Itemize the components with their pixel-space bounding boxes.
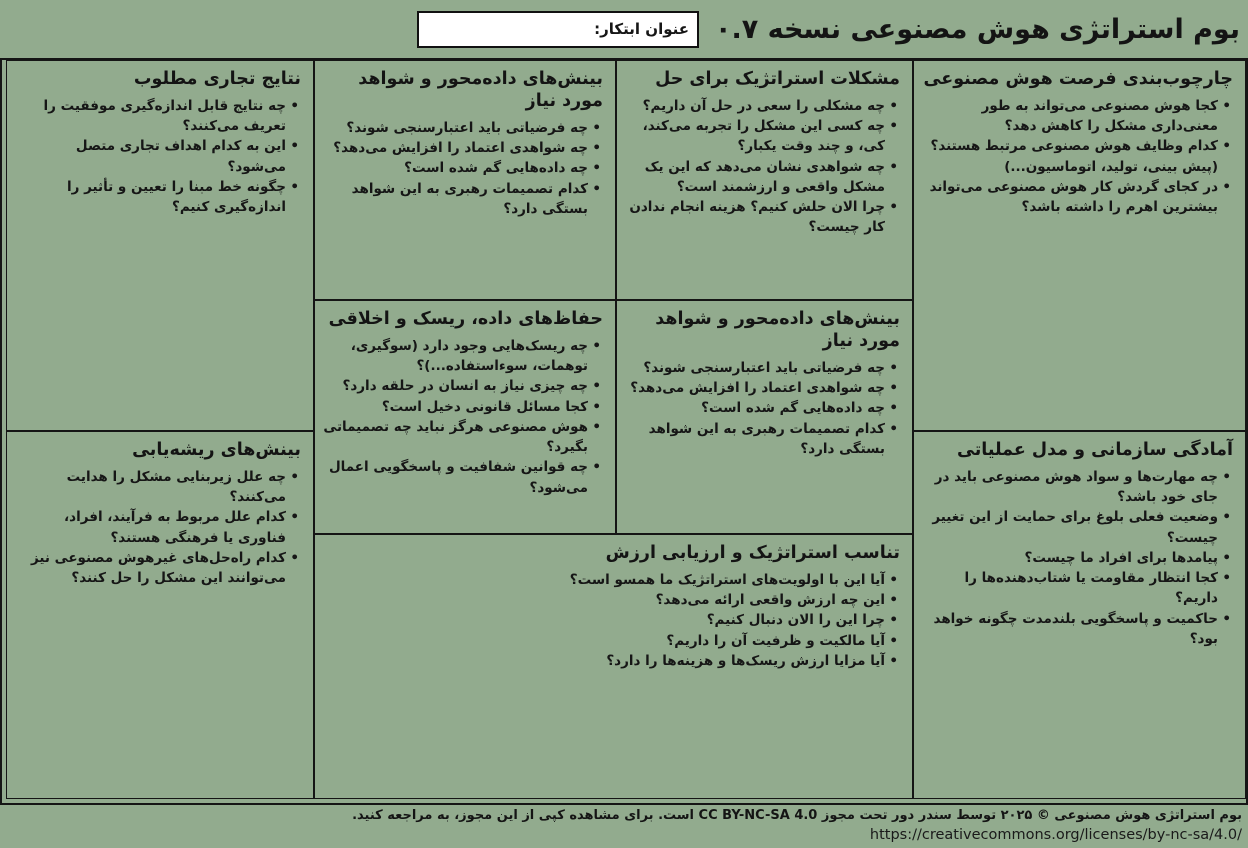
license-url-link[interactable]: https://creativecommons.org/licenses/by-nc-sa/4.0/ [869, 826, 1242, 843]
initiative-title-box[interactable] [417, 11, 699, 48]
bullet-item: • آیا مزایا ارزش ریسک‌ها و هزینه‌ها را دارد؟ [323, 651, 900, 671]
bullet-item: • هوش مصنوعی هرگز نباید چه تصمیماتی بگیرد؟ [323, 417, 603, 458]
bullet-item: • چه شواهدی نشان می‌دهد که این یک مشکل واقعی و ارزشمند است؟ [625, 157, 900, 198]
bullet-item: • چه ریسک‌هایی وجود دارد (سوگیری، توهمات، سوءاستفاده...)؟ [323, 336, 603, 377]
bullet-item: • کجا انتظار مقاومت یا شتاب‌دهنده‌ها را داریم؟ [922, 568, 1233, 609]
bullet-item: • کدام تصمیمات رهبری به این شواهد بستگی دارد؟ [323, 179, 603, 220]
cell-title: بینش‌های ریشه‌یابی [132, 440, 301, 460]
bullet-item: • چه فرضیاتی باید اعتبارسنجی شوند؟ [323, 118, 603, 138]
bullet-item: • آیا مالکیت و ظرفیت آن را داریم؟ [323, 631, 900, 651]
cell-data-insights-mid [616, 300, 913, 534]
bullet-item: • چه علل زیربنایی مشکل را هدایت می‌کنند؟ [15, 467, 301, 508]
bullet-item: • کدام راه‌حل‌های غیرهوش مصنوعی نیز می‌توانند این مشکل را حل کنند؟ [15, 548, 301, 589]
bullet-item: • آیا این با اولویت‌های استراتژیک ما همسو است؟ [323, 570, 900, 590]
cell-strategic-fit-value [314, 534, 913, 799]
bullet-item: • چرا این را الان دنبال کنیم؟ [323, 610, 900, 630]
bullet-item: • چرا الان حلش کنیم؟ هزینه انجام ندادن کار چیست؟ [625, 197, 900, 238]
cell-opportunity-framing [913, 60, 1246, 431]
bullet-list [922, 467, 1233, 649]
bullet-item: • کدام علل مربوط به فرآیند، افراد، فناوری یا فرهنگی هستند؟ [15, 507, 301, 548]
bullet-item: • چه مهارت‌ها و سواد هوش مصنوعی باید در جای خود باشد؟ [922, 467, 1233, 508]
bullet-list [15, 96, 301, 218]
bullet-list [323, 570, 900, 671]
bullet-item: • چه شواهدی اعتماد را افزایش می‌دهد؟ [323, 138, 603, 158]
bullet-item: • چه داده‌هایی گم شده است؟ [323, 158, 603, 178]
cell-desired-business-outcomes [6, 60, 314, 431]
license-footer [0, 805, 1248, 848]
bullet-item: • حاکمیت و پاسخگویی بلندمدت چگونه خواهد بود؟ [922, 609, 1233, 650]
bullet-item: • این به کدام اهداف تجاری متصل می‌شود؟ [15, 136, 301, 177]
attribution-text: بوم استراتژی هوش مصنوعی © ۲۰۲۵ توسط سندر دور تحت مجوز CC BY-NC-SA 4.0 است. برای مشاهده کپی از این مجوز، به مراجعه کنید. [352, 808, 1242, 823]
bullet-item: • در کجای گردش کار هوش مصنوعی می‌تواند بیشترین اهرم را داشته باشد؟ [922, 177, 1233, 218]
bullet-list [922, 96, 1233, 218]
bullet-list [625, 96, 900, 238]
cell-title: مشکلات استراتژیک برای حل [655, 69, 900, 89]
bullet-list [15, 467, 301, 589]
bullet-item: • چگونه خط مبنا را تعیین و تأثیر را اندازه‌گیری کنیم؟ [15, 177, 301, 218]
canvas-header [0, 0, 1248, 58]
cell-data-risk-ethics-guardrails [314, 300, 616, 534]
cell-title: نتایج تجاری مطلوب [133, 69, 301, 89]
cell-title: تناسب استراتژیک و ارزیابی ارزش [605, 543, 900, 563]
bullet-item: • چه قوانین شفافیت و پاسخگویی اعمال می‌شود؟ [323, 457, 603, 498]
bullet-item: • چه چیزی نیاز به انسان در حلقه دارد؟ [323, 376, 603, 396]
bullet-item: • کجا مسائل قانونی دخیل است؟ [323, 397, 603, 417]
bullet-item: • پیامدها برای افراد ما چیست؟ [922, 548, 1233, 568]
bullet-list [625, 358, 900, 459]
bullet-item: • چه کسی این مشکل را تجربه می‌کند، کی، و چند وقت یکبار؟ [625, 116, 900, 157]
cell-root-cause-insights [6, 431, 314, 799]
bullet-item: • چه فرضیاتی باید اعتبارسنجی شوند؟ [625, 358, 900, 378]
cell-data-insights-top [314, 60, 616, 300]
bullet-list [323, 118, 603, 219]
canvas-grid [0, 58, 1248, 805]
initiative-title-input[interactable] [427, 20, 594, 38]
cell-strategic-problems [616, 60, 913, 300]
page-title: بوم استراتژی هوش مصنوعی نسخه ۰.۷ [714, 13, 1240, 45]
bullet-list [323, 336, 603, 498]
cell-organizational-readiness [913, 431, 1246, 799]
cell-title: حفاظ‌های داده، ریسک و اخلاقی [328, 309, 603, 329]
cell-title: چارچوب‌بندی فرصت هوش مصنوعی [923, 69, 1233, 89]
bullet-item: • چه شواهدی اعتماد را افزایش می‌دهد؟ [625, 378, 900, 398]
bullet-item: • این چه ارزش واقعی ارائه می‌دهد؟ [323, 590, 900, 610]
bullet-item: • چه مشکلی را سعی در حل آن داریم؟ [625, 96, 900, 116]
bullet-item: • کدام تصمیمات رهبری به این شواهد بستگی دارد؟ [625, 419, 900, 460]
bullet-item: • کدام وظایف هوش مصنوعی مرتبط هستند؟ (پیش بینی، تولید، اتوماسیون...) [922, 136, 1233, 177]
cell-title: بینش‌های داده‌محور و شواهد مورد نیاز [655, 309, 900, 351]
cell-title: بینش‌های داده‌محور و شواهد مورد نیاز [358, 69, 603, 111]
initiative-label: عنوان ابتکار: [594, 20, 689, 38]
bullet-item: • وضعیت فعلی بلوغ برای حمایت از این تغییر چیست؟ [922, 507, 1233, 548]
cell-title: آمادگی سازمانی و مدل عملیاتی [956, 440, 1233, 460]
bullet-item: • چه نتایج قابل اندازه‌گیری موفقیت را تعریف می‌کنند؟ [15, 96, 301, 137]
bullet-item: • چه داده‌هایی گم شده است؟ [625, 398, 900, 418]
bullet-item: • کجا هوش مصنوعی می‌تواند به طور معنی‌داری مشکل را کاهش دهد؟ [922, 96, 1233, 137]
